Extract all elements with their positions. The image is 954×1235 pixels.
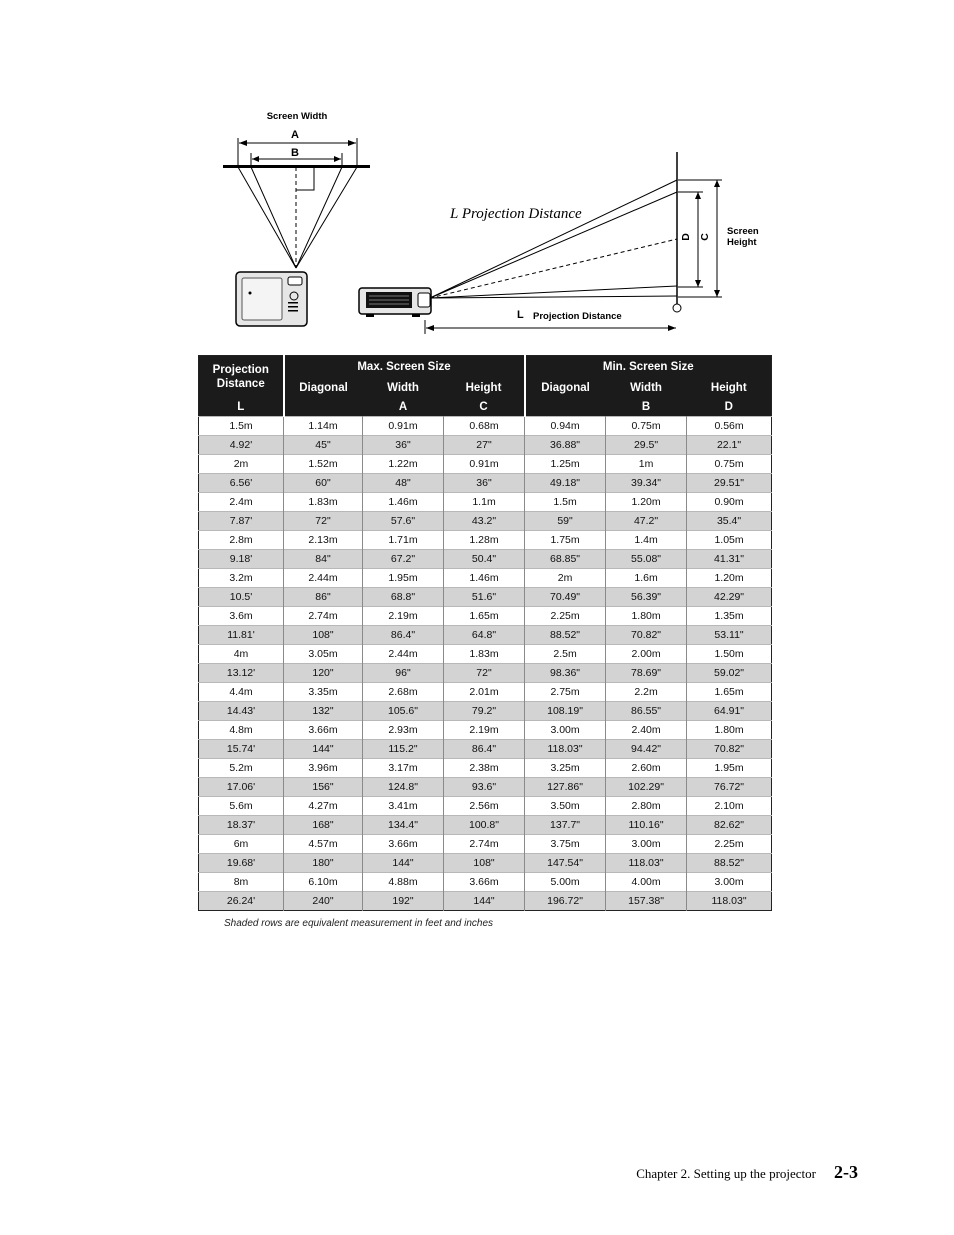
table-cell: 120" bbox=[284, 664, 363, 683]
col-label-b: B bbox=[606, 398, 687, 417]
max-diagonal-header: Diagonal bbox=[284, 378, 363, 398]
table-cell: 0.56m bbox=[687, 417, 772, 436]
table-cell: 3.05m bbox=[284, 645, 363, 664]
table-row bbox=[199, 531, 772, 550]
table-cell: 4.88m bbox=[363, 873, 444, 892]
table-row bbox=[199, 892, 772, 911]
table-cell: 2.38m bbox=[444, 759, 525, 778]
table-cell: 64.8" bbox=[444, 626, 525, 645]
table-cell: 1.46m bbox=[444, 569, 525, 588]
table-cell: 50.4" bbox=[444, 550, 525, 569]
table-row bbox=[199, 455, 772, 474]
label-l: L bbox=[517, 309, 524, 321]
table-cell: 18.37' bbox=[199, 816, 284, 835]
table-cell: 3.6m bbox=[199, 607, 284, 626]
table-cell: 4m bbox=[199, 645, 284, 664]
page-number: 2-3 bbox=[834, 1162, 858, 1182]
table-cell: 3.66m bbox=[444, 873, 525, 892]
table-cell: 2.2m bbox=[606, 683, 687, 702]
table-cell: 1.1m bbox=[444, 493, 525, 512]
table-cell: 180" bbox=[284, 854, 363, 873]
table-cell: 2.25m bbox=[687, 835, 772, 854]
table-cell: 11.81' bbox=[199, 626, 284, 645]
chapter-title: Chapter 2. Setting up the projector bbox=[636, 1166, 816, 1181]
table-cell: 15.74' bbox=[199, 740, 284, 759]
table-cell: 2.10m bbox=[687, 797, 772, 816]
table-cell: 105.6" bbox=[363, 702, 444, 721]
table-cell: 0.91m bbox=[444, 455, 525, 474]
table-cell: 3.00m bbox=[606, 835, 687, 854]
table-cell: 147.54" bbox=[525, 854, 606, 873]
table-cell: 43.2" bbox=[444, 512, 525, 531]
table-cell: 4.4m bbox=[199, 683, 284, 702]
table-cell: 144" bbox=[363, 854, 444, 873]
table-cell: 1.95m bbox=[363, 569, 444, 588]
table-cell: 35.4" bbox=[687, 512, 772, 531]
projection-diagram bbox=[0, 0, 954, 345]
table-row bbox=[199, 550, 772, 569]
table-cell: 118.03" bbox=[606, 854, 687, 873]
min-width-header: Width bbox=[606, 378, 687, 398]
min-screen-size-header: Min. Screen Size bbox=[525, 356, 772, 379]
table-cell: 56.39" bbox=[606, 588, 687, 607]
table-cell: 79.2" bbox=[444, 702, 525, 721]
table-cell: 2m bbox=[199, 455, 284, 474]
table-row bbox=[199, 797, 772, 816]
projection-distance-header bbox=[199, 356, 284, 399]
screen-height-label-line2: Height bbox=[727, 237, 757, 248]
table-cell: 1.95m bbox=[687, 759, 772, 778]
table-cell: 137.7" bbox=[525, 816, 606, 835]
table-cell: 2.74m bbox=[284, 607, 363, 626]
table-cell: 4.8m bbox=[199, 721, 284, 740]
table-cell: 2.44m bbox=[284, 569, 363, 588]
table-cell: 0.75m bbox=[606, 417, 687, 436]
table-row bbox=[199, 588, 772, 607]
table-cell: 115.2" bbox=[363, 740, 444, 759]
table-cell: 68.8" bbox=[363, 588, 444, 607]
table-row bbox=[199, 645, 772, 664]
table-cell: 2.19m bbox=[363, 607, 444, 626]
screen-height-label-line1: Screen bbox=[727, 226, 759, 237]
table-cell: 157.38" bbox=[606, 892, 687, 911]
table-cell: 118.03" bbox=[525, 740, 606, 759]
table-cell: 1.46m bbox=[363, 493, 444, 512]
table-cell: 110.16" bbox=[606, 816, 687, 835]
table-cell: 76.72" bbox=[687, 778, 772, 797]
table-cell: 3.50m bbox=[525, 797, 606, 816]
table-cell: 9.18' bbox=[199, 550, 284, 569]
table-cell: 2.5m bbox=[525, 645, 606, 664]
table-cell: 2.56m bbox=[444, 797, 525, 816]
table-cell: 1.25m bbox=[525, 455, 606, 474]
table-cell: 0.90m bbox=[687, 493, 772, 512]
table-cell: 100.8" bbox=[444, 816, 525, 835]
table-row bbox=[199, 816, 772, 835]
table-cell: 70.82" bbox=[687, 740, 772, 759]
table-cell: 5.6m bbox=[199, 797, 284, 816]
max-height-header: Height bbox=[444, 378, 525, 398]
table-cell: 102.29" bbox=[606, 778, 687, 797]
table-cell: 3.66m bbox=[363, 835, 444, 854]
table-cell: 5.00m bbox=[525, 873, 606, 892]
table-cell: 1.14m bbox=[284, 417, 363, 436]
label-b: B bbox=[291, 147, 299, 159]
table-cell: 36" bbox=[363, 436, 444, 455]
table-cell: 68.85" bbox=[525, 550, 606, 569]
col-label-a: A bbox=[363, 398, 444, 417]
table-cell: 72" bbox=[284, 512, 363, 531]
table-cell: 5.2m bbox=[199, 759, 284, 778]
table-cell: 78.69" bbox=[606, 664, 687, 683]
table-cell: 1.71m bbox=[363, 531, 444, 550]
table-row bbox=[199, 721, 772, 740]
table-cell: 86.4" bbox=[444, 740, 525, 759]
table-cell: 14.43' bbox=[199, 702, 284, 721]
table-cell: 36.88" bbox=[525, 436, 606, 455]
table-body bbox=[199, 417, 772, 911]
table-cell: 0.75m bbox=[687, 455, 772, 474]
table-cell: 55.08" bbox=[606, 550, 687, 569]
table-cell: 1.65m bbox=[687, 683, 772, 702]
table-cell: 2.4m bbox=[199, 493, 284, 512]
table-row bbox=[199, 626, 772, 645]
table-cell: 196.72" bbox=[525, 892, 606, 911]
label-a: A bbox=[291, 129, 299, 141]
col-label-l: L bbox=[199, 398, 284, 417]
table-cell: 1.20m bbox=[606, 493, 687, 512]
table-row bbox=[199, 664, 772, 683]
table-cell: 1.52m bbox=[284, 455, 363, 474]
footnote: Shaded rows are equivalent measurement in feet and inches bbox=[224, 918, 494, 929]
table-cell: 2.8m bbox=[199, 531, 284, 550]
table-cell: 1.35m bbox=[687, 607, 772, 626]
table-cell: 1m bbox=[606, 455, 687, 474]
projection-distance-label: Projection Distance bbox=[533, 311, 622, 322]
table-cell: 4.92' bbox=[199, 436, 284, 455]
table-cell: 2.75m bbox=[525, 683, 606, 702]
min-height-header: Height bbox=[687, 378, 772, 398]
table-cell: 53.11" bbox=[687, 626, 772, 645]
table-cell: 134.4" bbox=[363, 816, 444, 835]
label-d: D bbox=[680, 233, 692, 241]
table-row bbox=[199, 778, 772, 797]
table-row bbox=[199, 417, 772, 436]
table-row bbox=[199, 873, 772, 892]
table-row bbox=[199, 569, 772, 588]
table-cell: 144" bbox=[284, 740, 363, 759]
table-cell: 84" bbox=[284, 550, 363, 569]
table-cell: 60" bbox=[284, 474, 363, 493]
table-cell: 132" bbox=[284, 702, 363, 721]
table-cell: 72" bbox=[444, 664, 525, 683]
table-cell: 22.1" bbox=[687, 436, 772, 455]
table-cell: 2.25m bbox=[525, 607, 606, 626]
table-cell: 47.2" bbox=[606, 512, 687, 531]
table-cell: 3.17m bbox=[363, 759, 444, 778]
table-cell: 7.87' bbox=[199, 512, 284, 531]
table-cell: 26.24' bbox=[199, 892, 284, 911]
table-cell: 3.66m bbox=[284, 721, 363, 740]
table-cell: 39.34" bbox=[606, 474, 687, 493]
table-cell: 108" bbox=[444, 854, 525, 873]
projector-top-view-icon bbox=[236, 272, 307, 326]
table-cell: 0.91m bbox=[363, 417, 444, 436]
projection-header-line2: Distance bbox=[216, 378, 265, 390]
table-row bbox=[199, 740, 772, 759]
table-cell: 93.6" bbox=[444, 778, 525, 797]
table-cell: 127.86" bbox=[525, 778, 606, 797]
table-cell: 3.00m bbox=[525, 721, 606, 740]
table-cell: 4.57m bbox=[284, 835, 363, 854]
table-cell: 118.03" bbox=[687, 892, 772, 911]
table-cell: 10.5' bbox=[199, 588, 284, 607]
table-cell: 86" bbox=[284, 588, 363, 607]
table-cell: 17.06' bbox=[199, 778, 284, 797]
table-cell: 1.5m bbox=[525, 493, 606, 512]
table-cell: 51.6" bbox=[444, 588, 525, 607]
table-cell: 70.82" bbox=[606, 626, 687, 645]
table-cell: 2.80m bbox=[606, 797, 687, 816]
table-cell: 45" bbox=[284, 436, 363, 455]
table-cell: 49.18" bbox=[525, 474, 606, 493]
table-cell: 2.60m bbox=[606, 759, 687, 778]
table-cell: 70.49" bbox=[525, 588, 606, 607]
table-cell: 108" bbox=[284, 626, 363, 645]
table-cell: 1.83m bbox=[284, 493, 363, 512]
table-cell: 1.80m bbox=[687, 721, 772, 740]
screen-width-label: Screen Width bbox=[266, 111, 328, 122]
table-cell: 1.22m bbox=[363, 455, 444, 474]
table-cell: 3.25m bbox=[525, 759, 606, 778]
table-cell: 19.68' bbox=[199, 854, 284, 873]
table-cell: 98.36" bbox=[525, 664, 606, 683]
table-cell: 29.5" bbox=[606, 436, 687, 455]
table-row bbox=[199, 683, 772, 702]
table-cell: 96" bbox=[363, 664, 444, 683]
table-cell: 1.80m bbox=[606, 607, 687, 626]
table-cell: 67.2" bbox=[363, 550, 444, 569]
col-label-c: C bbox=[444, 398, 525, 417]
table-cell: 6m bbox=[199, 835, 284, 854]
label-c: C bbox=[699, 233, 711, 241]
table-cell: 1.4m bbox=[606, 531, 687, 550]
table-row bbox=[199, 436, 772, 455]
table-cell: 2.40m bbox=[606, 721, 687, 740]
page-footer bbox=[636, 1162, 858, 1183]
min-diagonal-header: Diagonal bbox=[525, 378, 606, 398]
projection-header-line1: Projection bbox=[212, 364, 269, 376]
table-cell: 64.91" bbox=[687, 702, 772, 721]
table-cell: 0.94m bbox=[525, 417, 606, 436]
table-cell: 6.56' bbox=[199, 474, 284, 493]
table-cell: 48" bbox=[363, 474, 444, 493]
table-cell: 2.74m bbox=[444, 835, 525, 854]
table-cell: 3.00m bbox=[687, 873, 772, 892]
table-cell: 2.00m bbox=[606, 645, 687, 664]
table-cell: 27" bbox=[444, 436, 525, 455]
table-cell: 108.19" bbox=[525, 702, 606, 721]
max-screen-size-header: Max. Screen Size bbox=[284, 356, 525, 379]
table-cell: 1.28m bbox=[444, 531, 525, 550]
table-cell: 2.01m bbox=[444, 683, 525, 702]
table-cell: 86.55" bbox=[606, 702, 687, 721]
col-label-d: D bbox=[687, 398, 772, 417]
table-cell: 86.4" bbox=[363, 626, 444, 645]
table-cell: 36" bbox=[444, 474, 525, 493]
table-cell: 1.75m bbox=[525, 531, 606, 550]
table-cell: 29.51" bbox=[687, 474, 772, 493]
table-row bbox=[199, 607, 772, 626]
table-cell: 1.20m bbox=[687, 569, 772, 588]
table-row bbox=[199, 854, 772, 873]
table-cell: 2.44m bbox=[363, 645, 444, 664]
side-view-diagram bbox=[359, 152, 759, 334]
projection-distance-table bbox=[198, 355, 772, 911]
projector-side-view-icon bbox=[359, 288, 431, 317]
table-cell: 4.27m bbox=[284, 797, 363, 816]
table-row bbox=[199, 493, 772, 512]
table-cell: 3.2m bbox=[199, 569, 284, 588]
table-cell: 3.96m bbox=[284, 759, 363, 778]
table-cell: 2.19m bbox=[444, 721, 525, 740]
projection-distance-italic: L Projection Distance bbox=[450, 206, 582, 222]
table-cell: 2.68m bbox=[363, 683, 444, 702]
table-cell: 6.10m bbox=[284, 873, 363, 892]
table-cell: 124.8" bbox=[363, 778, 444, 797]
table-cell: 4.00m bbox=[606, 873, 687, 892]
table-row bbox=[199, 759, 772, 778]
table-row bbox=[199, 512, 772, 531]
table-cell: 1.5m bbox=[199, 417, 284, 436]
table-cell: 240" bbox=[284, 892, 363, 911]
max-width-header: Width bbox=[363, 378, 444, 398]
table-cell: 88.52" bbox=[687, 854, 772, 873]
table-cell: 1.05m bbox=[687, 531, 772, 550]
table-cell: 3.41m bbox=[363, 797, 444, 816]
table-cell: 94.42" bbox=[606, 740, 687, 759]
table-cell: 59.02" bbox=[687, 664, 772, 683]
table-cell: 3.75m bbox=[525, 835, 606, 854]
table-cell: 2.13m bbox=[284, 531, 363, 550]
table-row bbox=[199, 835, 772, 854]
table-cell: 8m bbox=[199, 873, 284, 892]
table-cell: 59" bbox=[525, 512, 606, 531]
table-cell: 0.68m bbox=[444, 417, 525, 436]
table-cell: 42.29" bbox=[687, 588, 772, 607]
table-cell: 82.62" bbox=[687, 816, 772, 835]
table-cell: 2.93m bbox=[363, 721, 444, 740]
table-cell: 1.65m bbox=[444, 607, 525, 626]
top-view-diagram bbox=[223, 111, 370, 326]
table-cell: 57.6" bbox=[363, 512, 444, 531]
table-cell: 144" bbox=[444, 892, 525, 911]
col-label-blank-2 bbox=[525, 398, 606, 417]
table-cell: 1.83m bbox=[444, 645, 525, 664]
table-cell: 1.50m bbox=[687, 645, 772, 664]
table-row bbox=[199, 702, 772, 721]
table-cell: 13.12' bbox=[199, 664, 284, 683]
table-cell: 3.35m bbox=[284, 683, 363, 702]
table-cell: 41.31" bbox=[687, 550, 772, 569]
col-label-blank-1 bbox=[284, 398, 363, 417]
table-cell: 88.52" bbox=[525, 626, 606, 645]
table-cell: 2m bbox=[525, 569, 606, 588]
table-cell: 1.6m bbox=[606, 569, 687, 588]
table-cell: 168" bbox=[284, 816, 363, 835]
table-cell: 156" bbox=[284, 778, 363, 797]
table-cell: 192" bbox=[363, 892, 444, 911]
table-row bbox=[199, 474, 772, 493]
